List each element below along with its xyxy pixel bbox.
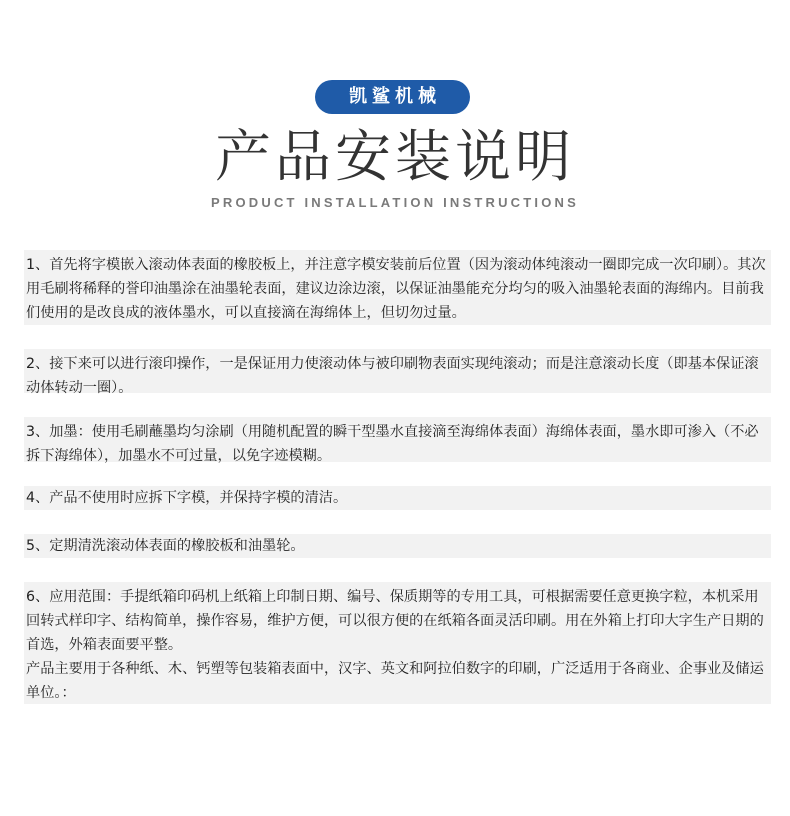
page-title: 产品安装说明 [215,125,575,190]
page-subtitle: PRODUCT INSTALLATION INSTRUCTIONS [211,195,579,210]
step-text: 产品主要用于各种纸、木、钙塑等包装箱表面中，汉字、英文和阿拉伯数字的印刷，广泛适用于各商业、企事业及储运单位。： [26,661,764,701]
instruction-step-5 [24,534,771,558]
step-text: 5、定期清洗滚动体表面的橡胶板和油墨轮。 [26,538,305,554]
instruction-step-3 [24,417,771,462]
instruction-step-4 [24,486,771,510]
brand-badge: 凯鲨机械 [315,80,470,114]
step-text: 6、应用范围：手提纸箱印码机上纸箱上印制日期、编号、保质期等的专用工具，可根据需要任意更换字粒，本机采用回转式样印字、结构简单，操作容易，维护方便，可以很方便的在纸箱各面灵活印刷。用在外箱上打印大字生产日期的首选，外箱表面要平整。 [26,589,764,653]
step-text: 1、首先将字模嵌入滚动体表面的橡胶板上，并注意字模安装前后位置（因为滚动体纯滚动一圈即完成一次印刷）。其次用毛刷将稀释的誉印油墨涂在油墨轮表面，建议边涂边滚，以保证油墨能充分均匀的吸入油墨轮表面的海绵内。目前我们使用的是改良成的液体墨水，可以直接滴在海绵体上，但切勿过量。 [26,257,766,321]
step-text: 2、接下来可以进行滚印操作，一是保证用力使滚动体与被印刷物表面实现纯滚动；而是注意滚动长度（即基本保证滚动体转动一圈）。 [26,356,759,396]
instruction-step-1 [24,250,771,325]
instruction-list [24,250,771,704]
step-text: 3、加墨：使用毛刷蘸墨均匀涂刷（用随机配置的瞬干型墨水直接滴至海绵体表面）海绵体表面，墨水即可渗入（不必拆下海绵体），加墨水不可过量，以免字迹模糊。 [26,424,759,464]
instruction-step-2 [24,349,771,396]
step-text: 4、产品不使用时应拆下字模，并保持字模的清洁。 [26,490,348,506]
page-header [0,0,790,230]
instruction-step-6 [24,582,771,704]
